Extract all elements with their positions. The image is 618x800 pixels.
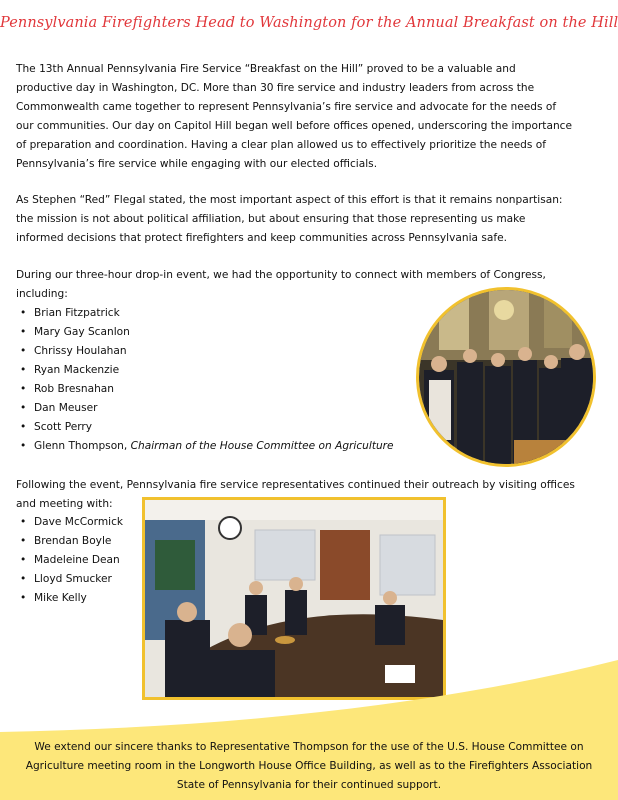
breakfast-event-photo xyxy=(416,287,596,467)
list-item: • Brendan Boyle xyxy=(16,532,123,551)
nonpartisan-paragraph: As Stephen “Red” Flegal stated, the most important aspect of this effort is that it remains nonpartisan: the mission is not about political affiliation, but about ensuring that those representing us make informed decisions that protect firefighters and keep communities across Pennsylvania safe. xyxy=(16,194,563,244)
list-item: • Dave McCormick xyxy=(16,513,123,532)
list-item: • Brian Fitzpatrick xyxy=(16,304,394,323)
list-item: • Scott Perry xyxy=(16,418,394,437)
page-title: Pennsylvania Firefighters Head to Washington for the Annual Breakfast on the Hill xyxy=(0,15,618,31)
congress-members-list xyxy=(16,304,394,456)
outreach-paragraph: Following the event, Pennsylvania fire service representatives continued their outreach by visiting offices and meeting with: xyxy=(16,479,575,510)
intro-paragraph: The 13th Annual Pennsylvania Fire Service “Breakfast on the Hill” proved to be a valuable and productive day in Washington, DC. More than 30 fire service and industry leaders from across the Commonwealth came together to represent Pennsylvania’s fire service and advocate for the needs of our communities. Our day on Capitol Hill began well before offices opened, underscoring the importance of preparation and coordination. Having a clear plan allowed us to effectively prioritize the needs of Pennsylvania’s fire service while engaging with our elected officials. xyxy=(16,63,573,170)
list-item: • Dan Meuser xyxy=(16,399,394,418)
list-item: • Chrissy Houlahan xyxy=(16,342,394,361)
drop-in-paragraph: During our three-hour drop-in event, we had the opportunity to connect with members of Congress, including: xyxy=(16,269,546,300)
list-item: • Madeleine Dean xyxy=(16,551,123,570)
member-role: Chairman of the House Committee on Agriculture xyxy=(130,440,394,452)
list-item: • Mike Kelly xyxy=(16,589,123,608)
list-item: • Glenn Thompson, Chairman of the House Committee on Agriculture xyxy=(16,437,394,456)
list-item: • Ryan Mackenzie xyxy=(16,361,394,380)
footer-thanks: We extend our sincere thanks to Representative Thompson for the use of the U.S. House Committee on Agriculture meeting room in the Longworth House Office Building, as well as to the Firefighters Association State of Pennsylvania for their continued support. xyxy=(25,741,593,791)
office-visits-list xyxy=(16,513,123,608)
list-item: • Mary Gay Scanlon xyxy=(16,323,394,342)
list-item: • Rob Bresnahan xyxy=(16,380,394,399)
list-item: • Lloyd Smucker xyxy=(16,570,123,589)
